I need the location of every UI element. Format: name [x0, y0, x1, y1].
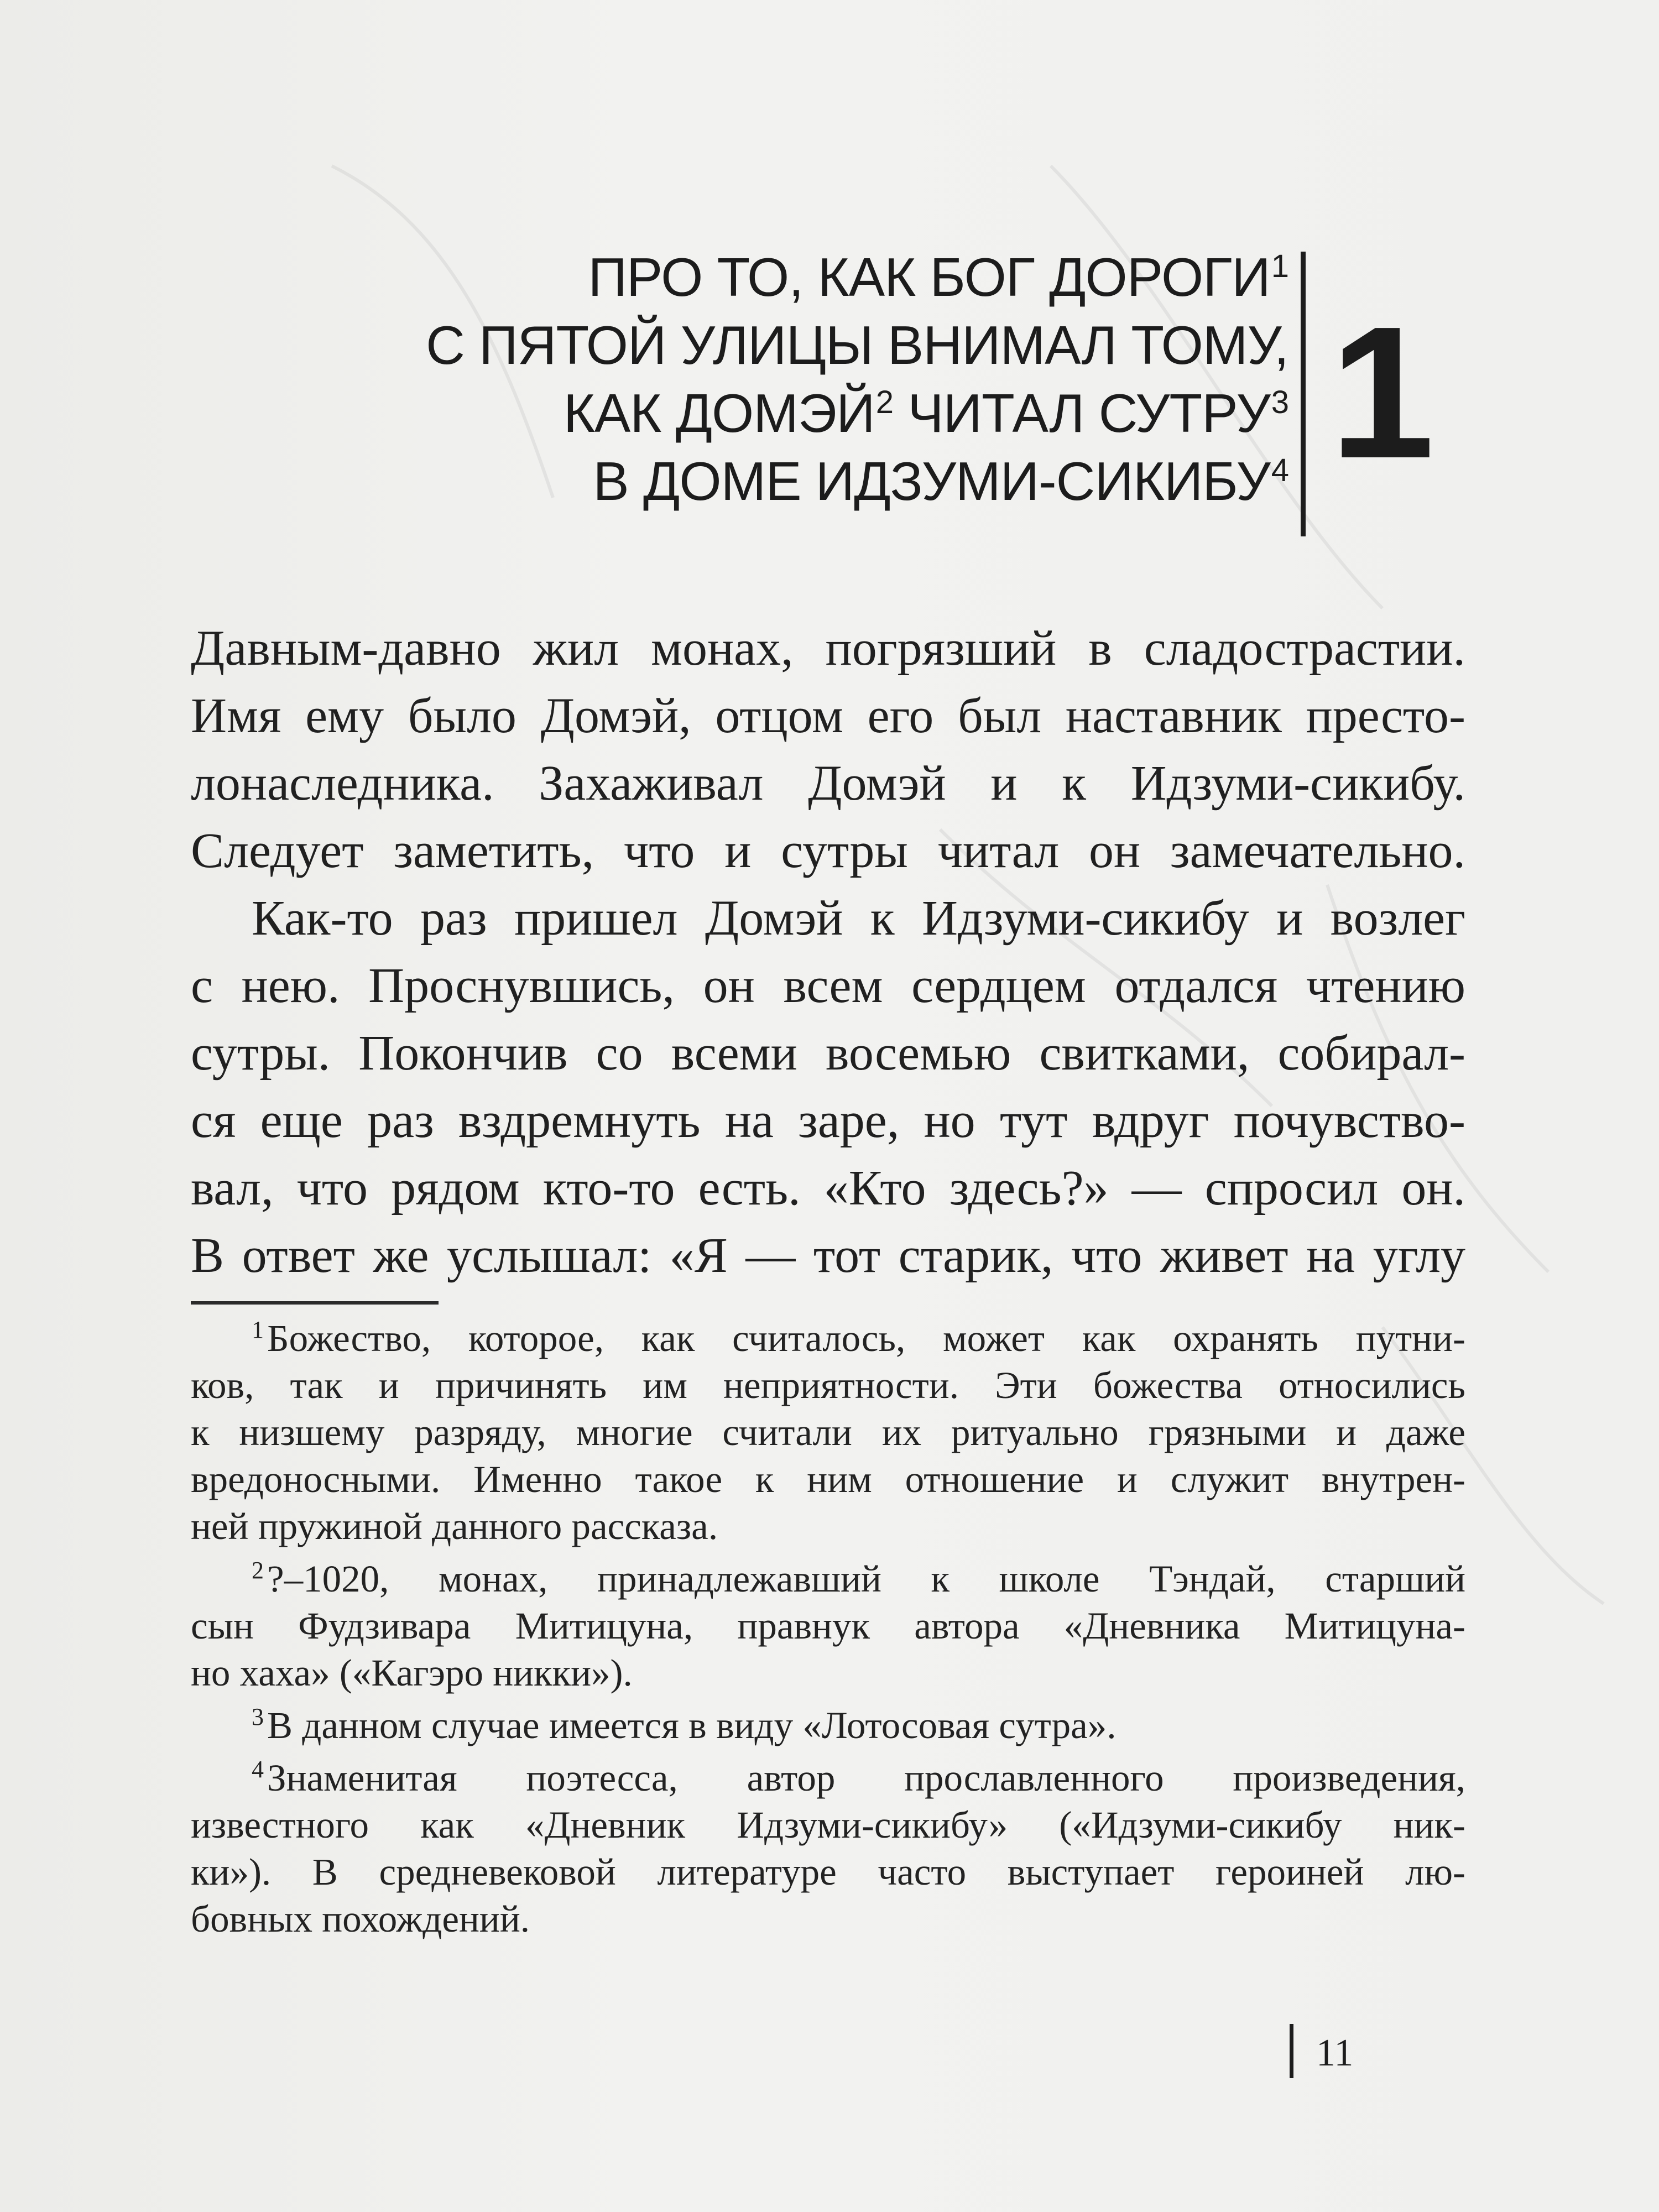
footnote-3 [191, 1702, 1465, 1749]
footnote-1 [191, 1315, 1465, 1550]
footnote-mark: 1 [252, 1316, 264, 1343]
footnote-mark: 3 [252, 1703, 264, 1730]
footnote-line: ней пружиной данного рассказа. [191, 1505, 718, 1547]
footnote-line: вредоносными. Именно такое к ним отношение и служит внутрен- [191, 1458, 1465, 1500]
body-line: сутры. Покончив со всеми восемью свитками, собирал- [191, 1026, 1465, 1081]
body-line: вал, что рядом кто-то есть. «Кто здесь?» — спросил он. [191, 1161, 1465, 1215]
body-line: лонаследника. Захаживал Домэй и к Идзуми-сикибу. [191, 756, 1465, 811]
body-line: Давным-давно жил монах, погрязший в сладострастии. [191, 621, 1465, 676]
footnote-separator [191, 1301, 439, 1305]
footnote-mark: 4 [252, 1756, 264, 1783]
chapter-divider [1301, 252, 1306, 536]
body-line: Следует заметить, что и сутры читал он замечательно. [191, 823, 1465, 878]
footnote-2 [191, 1556, 1465, 1697]
chapter-title [354, 243, 1288, 515]
footnote-line: $^4$Знаменитая поэтесса, автор прославленного произведения, [252, 1756, 1465, 1799]
footnote-line: известного как «Дневник Идзуми-сикибу» («Идзуми-сикибу ник- [191, 1804, 1465, 1846]
footnote-mark: 2 [252, 1557, 264, 1584]
body-line: Как-то раз пришел Домэй к Идзуми-сикибу и возлег [252, 891, 1465, 946]
footnote-line: бовных похождений. [191, 1898, 530, 1940]
body-text [191, 615, 1465, 1290]
chapter-number: 1 [1330, 288, 1435, 498]
page-number-divider [1290, 2024, 1293, 2078]
chapter-title-line-4: В ДОМЕ ИДЗУМИ-СИКИБУ$^4$ [593, 451, 1288, 512]
footnote-ref-1[interactable]: 1 [1271, 248, 1288, 284]
footnote-ref-2[interactable]: 2 [875, 384, 893, 420]
footnote-line: $^3$В данном случае имеется в виду «Лотосовая сутра». [252, 1703, 1117, 1746]
footnotes [191, 1315, 1465, 1948]
footnote-4 [191, 1755, 1465, 1943]
footnote-line: ки»). В средневековой литературе часто выступает героиней лю- [191, 1851, 1465, 1893]
body-line: Имя ему было Домэй, отцом его был наставник престо- [191, 688, 1465, 743]
body-line: с нею. Проснувшись, он всем сердцем отдался чтению [191, 958, 1465, 1013]
footnote-ref-4[interactable]: 4 [1271, 452, 1288, 488]
footnote-ref-3[interactable]: 3 [1271, 384, 1288, 420]
footnote-line: $^2$?–1020, монах, принадлежавший к школе Тэндай, старший [252, 1557, 1465, 1600]
footnote-line: но хаха» («Кагэро никки»). [191, 1652, 633, 1694]
chapter-title-line-1: ПРО ТО, КАК БОГ ДОРОГИ$^1$ [588, 247, 1288, 307]
body-line: В ответ же услышал: «Я — тот старик, что живет на углу [191, 1228, 1465, 1283]
footnote-line: сын Фудзивара Митицуна, правнук автора «Дневника Митицуна- [191, 1605, 1465, 1647]
page-number: 11 [1316, 2032, 1354, 2074]
footnote-line: к низшему разряду, многие считали их ритуально грязными и даже [191, 1411, 1465, 1453]
footnote-line: $^1$Божество, которое, как считалось, может как охранять путни- [252, 1316, 1465, 1359]
footnote-line: ков, так и причинять им неприятности. Эти божества относились [191, 1364, 1465, 1406]
chapter-title-line-3: КАК ДОМЭЙ$^2$ ЧИТАЛ СУТРУ$^3$ [563, 383, 1288, 444]
chapter-title-line-2: С ПЯТОЙ УЛИЦЫ ВНИМАЛ ТОМУ, [426, 315, 1288, 375]
body-line: ся еще раз вздремнуть на заре, но тут вдруг почувство- [191, 1093, 1465, 1148]
